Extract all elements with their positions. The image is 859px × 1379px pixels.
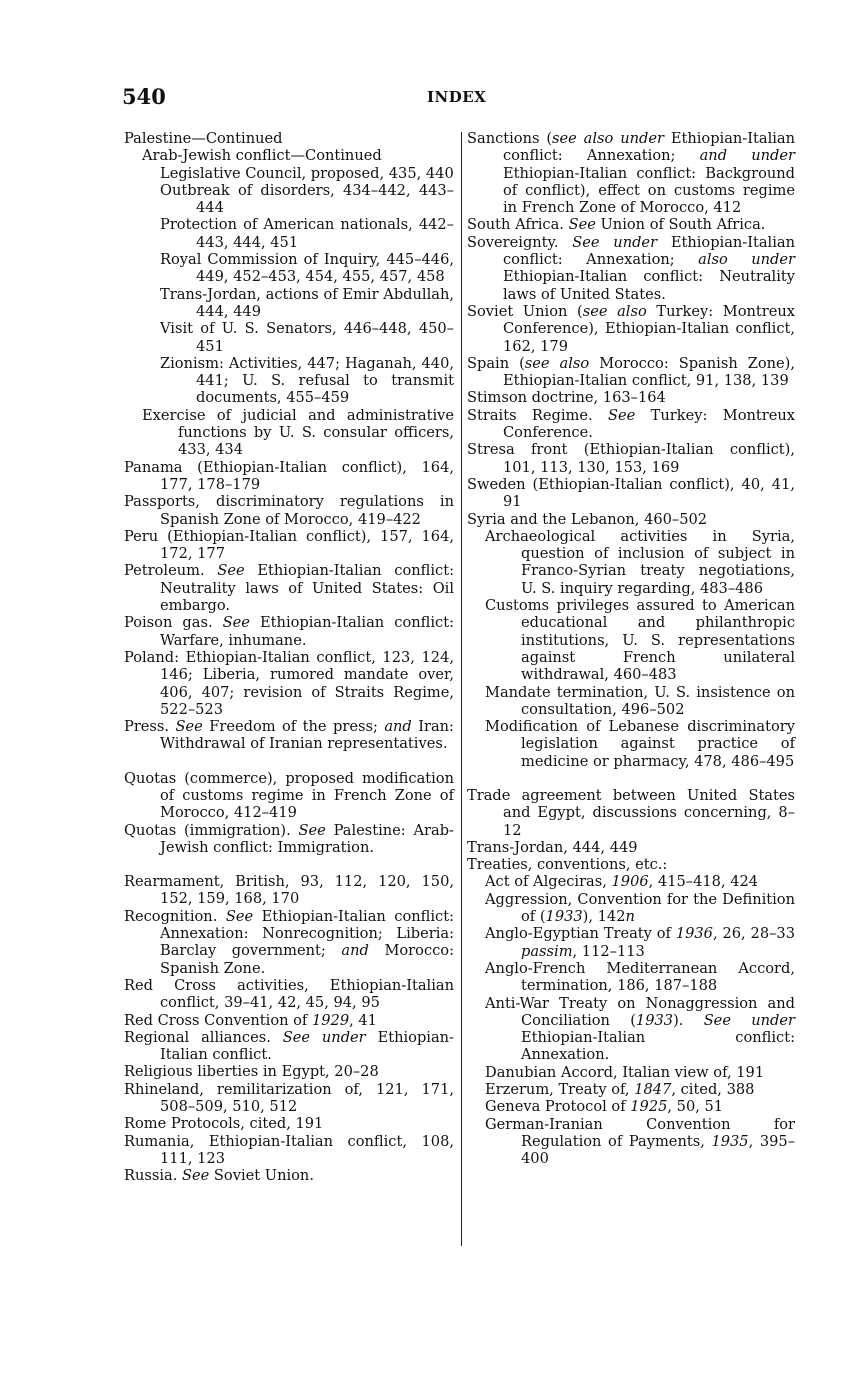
index-entry: Poison gas. See Ethiopian-Italian conflict: Warfare, inhumane.: [124, 614, 454, 649]
index-entry: Soviet Union (see also Turkey: Montreux Conference), Ethiopian-Italian conflict, 162, 179: [467, 302, 795, 355]
index-entry: Poland: Ethiopian-Italian conflict, 123, 124, 146; Liberia, rumored mandate over, 406, 407; revision of Straits Regime, 522–523: [124, 648, 454, 718]
index-entry: Panama (Ethiopian-Italian conflict), 164, 177, 178–179: [124, 458, 454, 493]
index-entry: Palestine—Continued: [124, 130, 283, 147]
index-entry: South Africa. See Union of South Africa.: [467, 216, 766, 234]
index-entry: Quotas (commerce), proposed modification of customs regime in French Zone of Morocco, 412–419: [124, 769, 454, 822]
index-entry: Red Cross activities, Ethiopian-Italian conflict, 39–41, 42, 45, 94, 95: [124, 976, 454, 1012]
index-subentry: Modification of Lebanese discriminatory legislation against practice of medicine or pharmacy, 478, 486–495: [485, 718, 795, 770]
index-subentry: Anglo-Egyptian Treaty of 1936, 26, 28–33 passim, 112–113: [485, 925, 795, 960]
index-entry: Recognition. See Ethiopian-Italian conflict: Annexation: Nonrecognition; Liberia: Barclay government; and Morocco: Spanish Zone.: [124, 907, 454, 977]
index-entry: Red Cross Convention of 1929, 41: [124, 1011, 377, 1029]
index-entry: Trade agreement between United States and Egypt, discussions concerning, 8–12: [467, 786, 795, 839]
index-subentry: Act of Algeciras, 1906, 415–418, 424: [485, 873, 759, 891]
index-entry: Rhineland, remilitarization of, 121, 171, 508–509, 510, 512: [124, 1080, 454, 1116]
index-entry: Syria and the Lebanon, 460–502: [467, 510, 708, 528]
index-entry: Straits Regime. See Turkey: Montreux Conference.: [467, 406, 796, 442]
index-subentry: Arab-Jewish conflict—Continued: [142, 147, 382, 165]
index-entry: Trans-Jordan, 444, 449: [467, 838, 638, 856]
column-divider: [461, 132, 462, 1246]
index-entry: Sweden (Ethiopian-Italian conflict), 40, 41, 91: [467, 475, 795, 511]
page-title: INDEX: [427, 88, 487, 106]
index-entry: Stimson doctrine, 163–164: [467, 389, 666, 407]
index-subentry: Exercise of judicial and administrative functions by U. S. consular officers, 433, 434: [142, 406, 454, 459]
index-entry: Stresa front (Ethiopian-Italian conflict), 101, 113, 130, 153, 169: [467, 441, 795, 476]
index-entry: Rumania, Ethiopian-Italian conflict, 108, 111, 123: [124, 1132, 454, 1167]
index-entry: Rearmament, British, 93, 112, 120, 150, 152, 159, 168, 170: [124, 873, 454, 908]
index-subentry: Protection of American nationals, 442–443, 444, 451: [160, 216, 454, 251]
page-number: 540: [122, 84, 166, 109]
index-entry: Religious liberties in Egypt, 20–28: [124, 1063, 379, 1081]
index-subentry: Archaeological activities in Syria, question of inclusion of subject in Franco-Syrian treaty negotiations, U. S. inquiry regarding, 483–486: [485, 527, 795, 597]
index-entry: Press. See Freedom of the press; and Iran: Withdrawal of Iranian representatives.: [124, 718, 454, 753]
index-entry: Russia. See Soviet Union.: [124, 1167, 314, 1185]
index-subentry: Legislative Council, proposed, 435, 440: [160, 164, 454, 182]
index-subentry: Customs privileges assured to American educational and philanthropic institutions, U. S. representations against French unilateral withdrawal, 460–483: [485, 597, 795, 684]
index-entry: Quotas (immigration). See Palestine: Arab-Jewish conflict: Immigration.: [124, 821, 454, 856]
index-entry: Peru (Ethiopian-Italian conflict), 157, 164, 172, 177: [124, 527, 454, 563]
index-subentry: German-Iranian Convention for Regulation of Payments, 1935, 395–400: [485, 1115, 795, 1168]
index-entry: Sovereignty. See under Ethiopian-Italian conflict: Annexation; also under Ethiopian-Italian conflict: Neutrality laws of United States.: [467, 233, 795, 303]
index-subentry: Danubian Accord, Italian view of, 191: [485, 1063, 765, 1081]
index-subentry: Anglo-French Mediterranean Accord, termination, 186, 187–188: [485, 959, 795, 995]
index-subentry: Geneva Protocol of 1925, 50, 51: [485, 1098, 724, 1116]
index-subentry: Erzerum, Treaty of, 1847, cited, 388: [485, 1081, 755, 1099]
index-spacer: [124, 856, 454, 873]
index-entry: Regional alliances. See under Ethiopian-Italian conflict.: [124, 1028, 454, 1064]
index-entry: Petroleum. See Ethiopian-Italian conflict: Neutrality laws of United States: Oil embargo.: [124, 562, 455, 615]
index-subentry: Mandate termination, U. S. insistence on consultation, 496–502: [485, 683, 795, 718]
index-entry: Sanctions (see also under Ethiopian-Italian conflict: Annexation; and under Ethiopian-Italian conflict: Background of conflict), effect on customs regime in French Zone of Morocco, 412: [467, 130, 795, 217]
left-column: [124, 130, 454, 1185]
index-entry: Rome Protocols, cited, 191: [124, 1115, 324, 1133]
index-entry: Passports, discriminatory regulations in Spanish Zone of Morocco, 419–422: [124, 493, 454, 528]
index-entry: Spain (see also Morocco: Spanish Zone), Ethiopian-Italian conflict, 91, 138, 139: [467, 354, 796, 390]
index-subentry: Royal Commission of Inquiry, 445–446, 449, 452–453, 454, 455, 457, 458: [160, 251, 454, 286]
index-subentry: Outbreak of disorders, 434–442, 443–444: [160, 181, 454, 217]
right-column: [467, 130, 795, 1168]
index-spacer: [124, 753, 454, 770]
index-subentry: Trans-Jordan, actions of Emir Abdullah, 444, 449: [160, 285, 454, 320]
index-subentry: Anti-War Treaty on Nonaggression and Conciliation (1933). See under Ethiopian-Italian conflict: Annexation.: [485, 994, 795, 1064]
index-spacer: [467, 770, 795, 787]
index-entry: Treaties, conventions, etc.:: [467, 856, 668, 874]
index-subentry: Visit of U. S. Senators, 446–448, 450–451: [160, 320, 454, 355]
index-subentry: Zionism: Activities, 447; Haganah, 440, 441; U. S. refusal to transmit documents, 455–459: [160, 354, 454, 407]
index-subentry: Aggression, Convention for the Definition of (1933), 142n: [485, 890, 795, 926]
